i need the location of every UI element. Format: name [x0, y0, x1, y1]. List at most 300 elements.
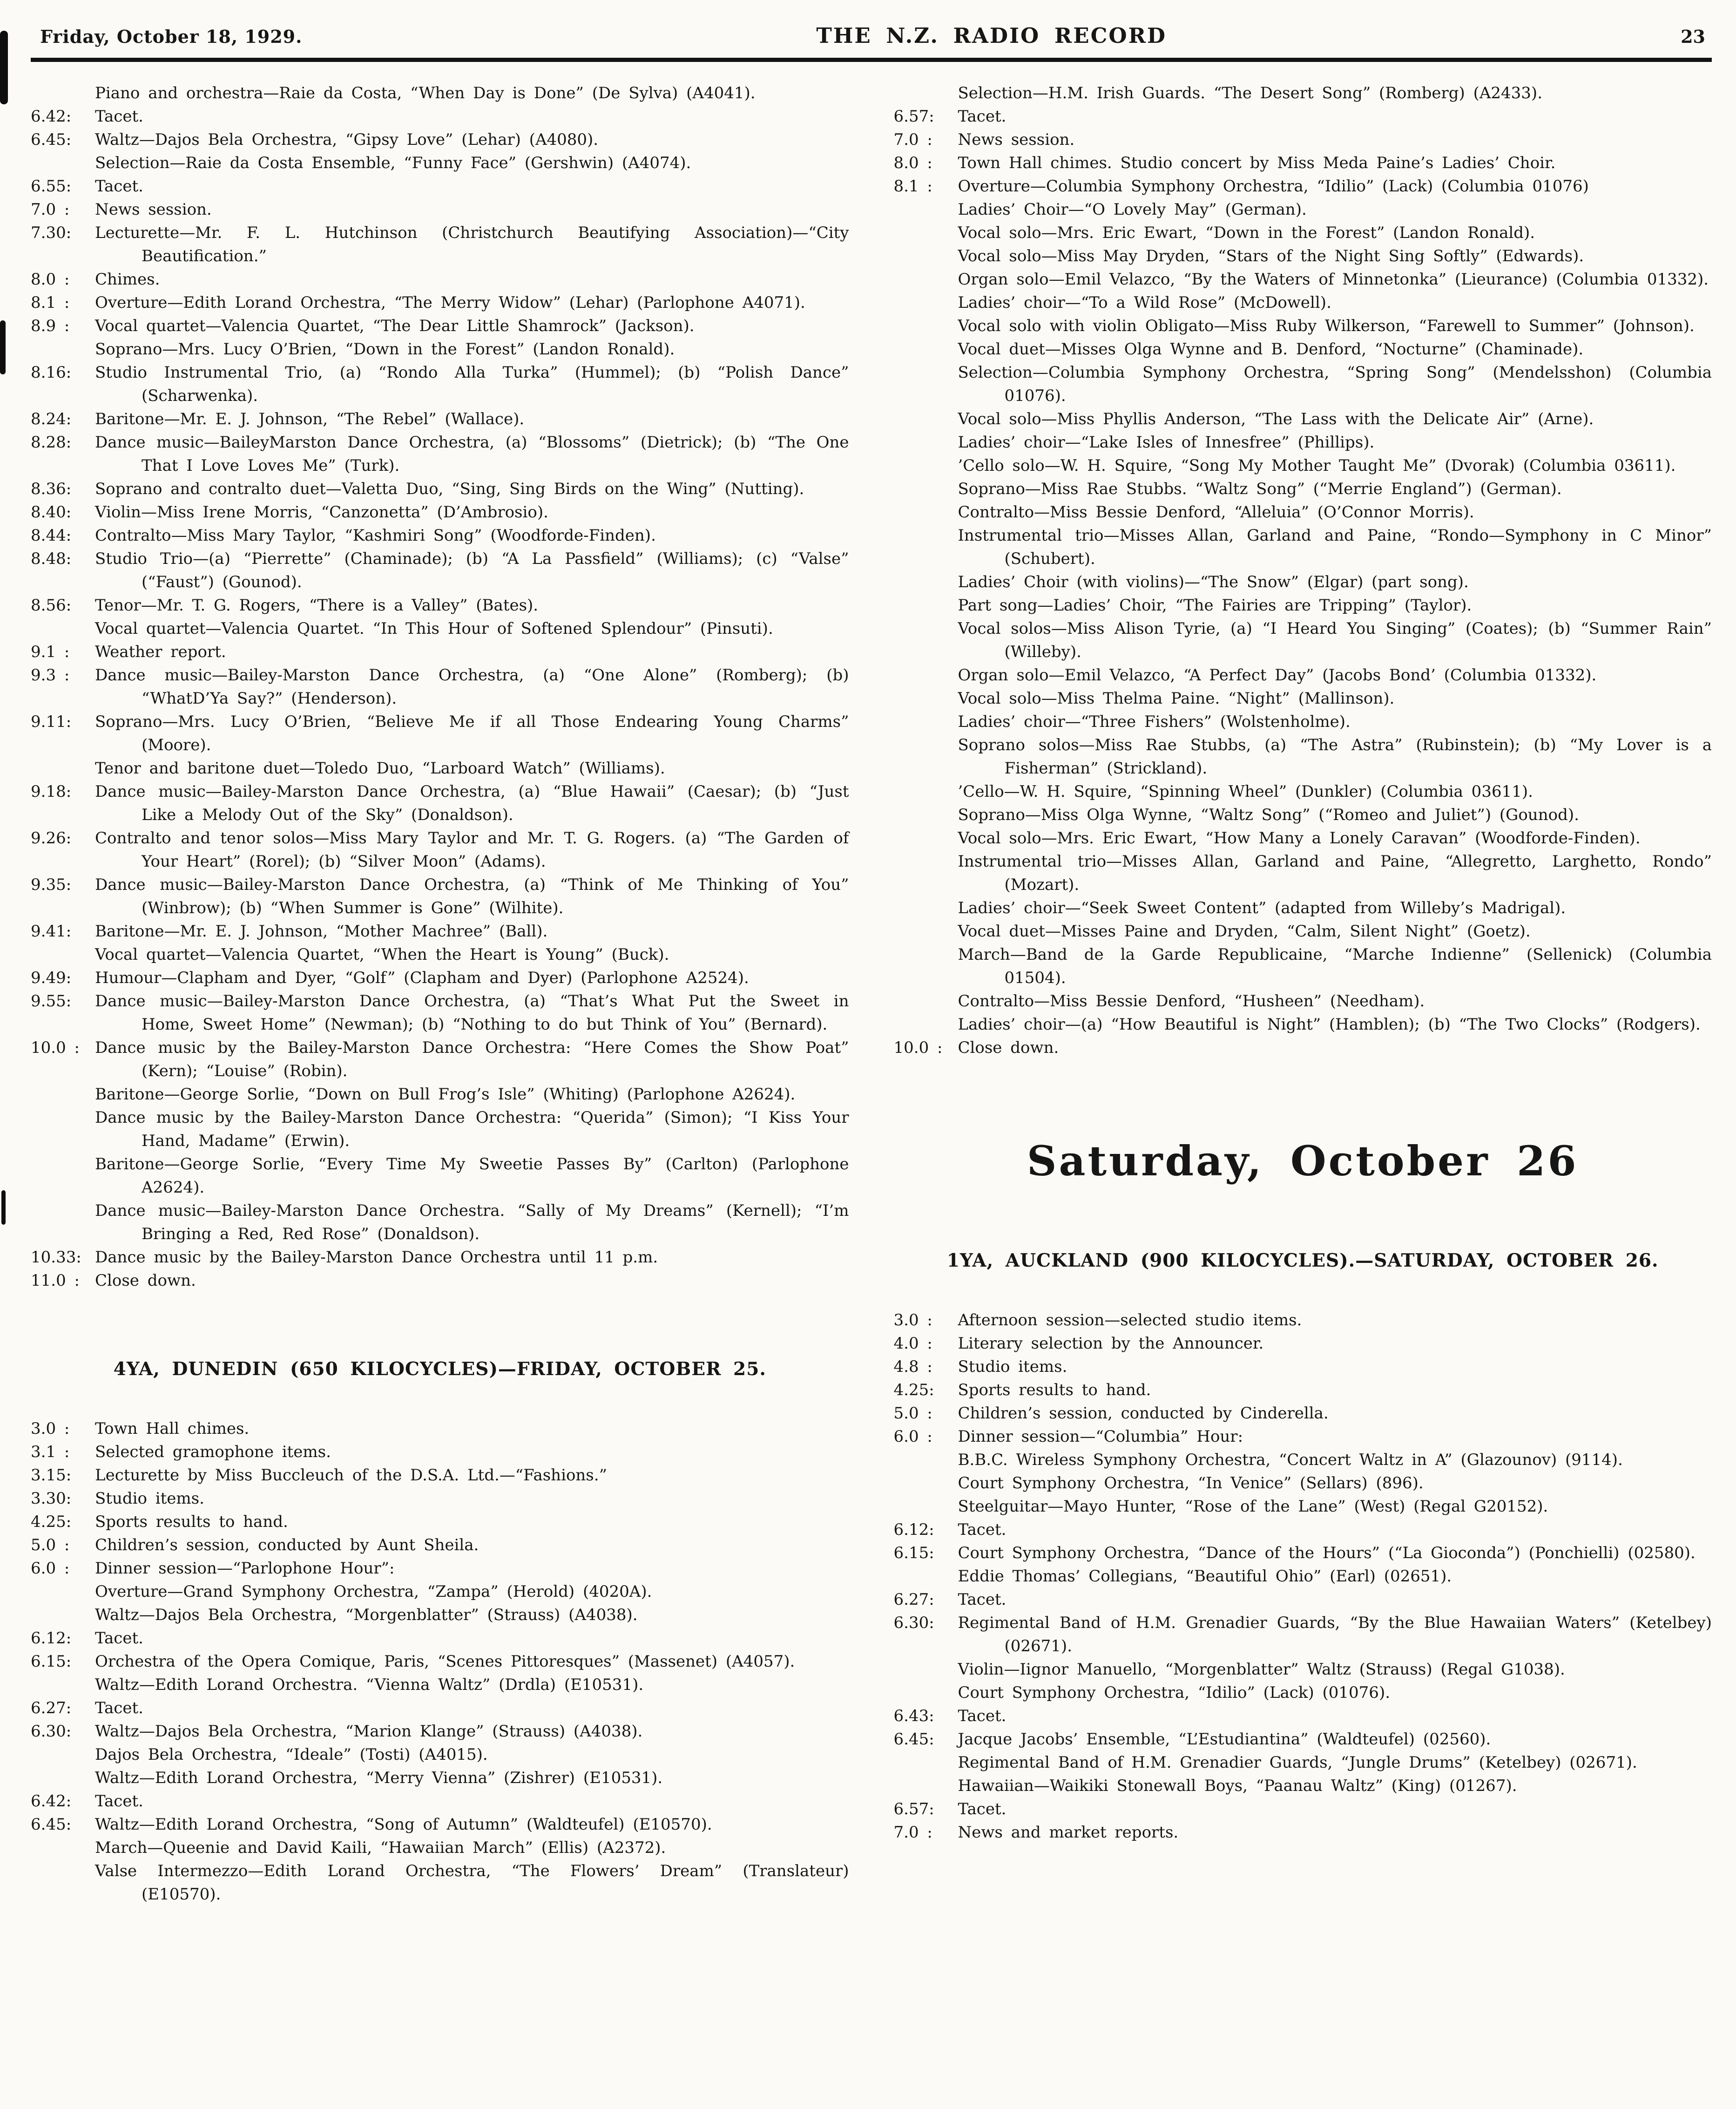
entry-text: Dance music—Bailey-Marston Dance Orchestra, (a) “That’s What Put the Sweet in Home, Sweet Home” (Newman); (b) “Nothing to do but Think of You” (Bernard). [95, 992, 849, 1034]
programme-entry [31, 314, 849, 338]
entry-text: Weather report. [95, 643, 226, 661]
entry-text: B.B.C. Wireless Symphony Orchestra, “Concert Waltz in A” (Glazounov) (9114). [958, 1450, 1623, 1469]
programme-entry [894, 1402, 1712, 1425]
entry-text: Lecturette by Miss Buccleuch of the D.S.A. Ltd.—“Fashions.” [95, 1466, 607, 1485]
entry-text: Ladies’ choir—“Lake Isles of Innesfree” (Phillips). [958, 433, 1375, 452]
entry-text: Dance music—BaileyMarston Dance Orchestra, (a) “Blossoms” (Dietrick); (b) “The One That I Love Loves Me” (Turk). [95, 433, 849, 475]
programme-entry [31, 1836, 849, 1859]
programme-entry [31, 268, 849, 291]
programme-entry [894, 1565, 1712, 1588]
entry-text: Tacet. [958, 1590, 1006, 1609]
entry-time: 10.0 : [893, 1038, 943, 1057]
entry-time: 3.0 : [31, 1419, 70, 1438]
programme-entry [31, 1246, 849, 1269]
programme-entry [31, 1083, 849, 1106]
programme-entry [31, 151, 849, 175]
entry-time: 6.55: [31, 177, 72, 196]
entry-time: 6.0 : [31, 1559, 70, 1578]
page-number: 23 [1681, 26, 1705, 47]
entry-text: Violin—Iignor Manuello, “Morgenblatter” Waltz (Strauss) (Regal G1038). [958, 1660, 1565, 1679]
entry-time: 8.56: [31, 596, 72, 615]
programme-entry [31, 81, 849, 105]
entry-time: 6.15: [893, 1543, 934, 1562]
entry-text: News and market reports. [958, 1823, 1179, 1842]
entry-text: Dinner session—“Parlophone Hour”: [95, 1559, 395, 1578]
entry-text: Waltz—Dajos Bela Orchestra, “Marion Klange” (Strauss) (A4038). [95, 1722, 643, 1741]
entry-text: Town Hall chimes. Studio concert by Miss Meda Paine’s Ladies’ Choir. [958, 154, 1556, 172]
entry-text: Dance music—Bailey-Marston Dance Orchestra. “Sally of My Dreams” (Kernell); “I’m Bringing a Red, Red Rose” (Donaldson). [95, 1201, 849, 1243]
entry-time: 4.25: [893, 1380, 934, 1399]
programme-entry [894, 1681, 1712, 1704]
entry-text: Vocal solo—Mrs. Eric Ewart, “How Many a Lonely Caravan” (Woodforde-Finden). [958, 829, 1641, 848]
entry-text: Baritone—George Sorlie, “Down on Bull Frog’s Isle” (Whiting) (Parlophone A2624). [95, 1085, 796, 1104]
entry-text: Piano and orchestra—Raie da Costa, “When Day is Done” (De Sylva) (A4041). [95, 84, 756, 102]
entry-time: 8.0 : [893, 154, 932, 172]
entry-text: Dance music by the Bailey-Marston Dance Orchestra until 11 p.m. [95, 1248, 658, 1267]
entry-text: Dance music by the Bailey-Marston Dance Orchestra: “Here Comes the Show Poat” (Kern); “Louise” (Robin). [95, 1038, 849, 1080]
entry-time: 3.1 : [31, 1443, 70, 1461]
entry-time: 4.0 : [893, 1334, 932, 1353]
programme-entry [31, 1510, 849, 1533]
entry-text: Court Symphony Orchestra, “In Venice” (Sellars) (896). [958, 1473, 1424, 1492]
entry-text: Valse Intermezzo—Edith Lorand Orchestra, “The Flowers’ Dream” (Translateur) (E10570). [95, 1862, 849, 1904]
entry-time: 6.42: [31, 107, 72, 126]
programme-entry [894, 338, 1712, 361]
entry-text: Vocal solo with violin Obligato—Miss Ruby Wilkerson, “Farewell to Summer” (Johnson). [958, 317, 1695, 335]
entry-time: 4.8 : [893, 1357, 932, 1376]
entry-text: ’Cello—W. H. Squire, “Spinning Wheel” (Dunkler) (Columbia 03611). [958, 782, 1533, 801]
entry-time: 6.42: [31, 1792, 72, 1811]
entry-text: Afternoon session—selected studio items. [958, 1310, 1302, 1329]
programme-entry [31, 291, 849, 314]
entry-time: 9.49: [31, 969, 72, 987]
masthead-rule [31, 58, 1712, 62]
entry-text: Baritone—Mr. E. J. Johnson, “Mother Machree” (Ball). [95, 922, 548, 941]
entry-time: 7.0 : [893, 1823, 932, 1842]
entry-text: Sports results to hand. [958, 1380, 1151, 1399]
entry-time: 6.0 : [893, 1427, 932, 1446]
programme-entry [894, 850, 1712, 896]
programme-entry [31, 1766, 849, 1790]
programme-entry [31, 1673, 849, 1696]
programme-entry [894, 920, 1712, 943]
entry-text: Ladies’ choir—“Three Fishers” (Wolstenholme). [958, 712, 1351, 731]
programme-entry [894, 827, 1712, 850]
programme-entry [894, 1751, 1712, 1774]
entry-text: Soprano solos—Miss Rae Stubbs, (a) “The Astra” (Rubinstein); (b) “My Lover is a Fisherman” (Strickland). [958, 736, 1712, 778]
programme-entry [894, 1704, 1712, 1728]
entry-text: Literary selection by the Announcer. [958, 1334, 1264, 1353]
entry-text: March—Queenie and David Kaili, “Hawaiian March” (Ellis) (A2372). [95, 1838, 666, 1857]
programme-entry [31, 1627, 849, 1650]
entry-text: Town Hall chimes. [95, 1419, 250, 1438]
entry-time: 7.0 : [31, 200, 70, 219]
programme-entry [894, 291, 1712, 314]
entry-time: 8.1 : [31, 293, 70, 312]
entry-text: Waltz—Edith Lorand Orchestra, “Song of Autumn” (Waldteufel) (E10570). [95, 1815, 712, 1834]
entry-text: ’Cello solo—W. H. Squire, “Song My Mother Taught Me” (Dvorak) (Columbia 03611). [958, 456, 1676, 475]
programme-entry [31, 547, 849, 594]
entry-text: Studio items. [958, 1357, 1067, 1376]
entry-text: Soprano—Miss Rae Stubbs. “Waltz Song” (“Merrie England”) (German). [958, 480, 1562, 498]
programme-entry [894, 664, 1712, 687]
programme-entry [31, 990, 849, 1036]
programme-entry [894, 1355, 1712, 1378]
entry-text: Contralto—Miss Mary Taylor, “Kashmiri Song” (Woodforde-Finden). [95, 526, 656, 545]
programme-entry [894, 570, 1712, 594]
entry-time: 6.57: [893, 107, 934, 126]
programme-entry [894, 1309, 1712, 1332]
programme-entry [31, 431, 849, 477]
entry-text: Organ solo—Emil Velazco, “A Perfect Day” (Jacobs Bond’ (Columbia 01332). [958, 666, 1597, 685]
entry-time: 8.40: [31, 503, 72, 522]
left-column [31, 81, 849, 1906]
programme-entry [31, 1153, 849, 1199]
entry-time: 3.15: [31, 1466, 72, 1485]
entry-text: Ladies’ Choir—“O Lovely May” (German). [958, 200, 1307, 219]
programme-entry [894, 1425, 1712, 1448]
entry-text: Ladies’ Choir (with violins)—“The Snow” (Elgar) (part song). [958, 573, 1469, 591]
entry-text: Jacque Jacobs’ Ensemble, “L’Estudiantina” (Waldteufel) (02560). [958, 1729, 1491, 1749]
entry-time: 8.28: [31, 433, 72, 452]
programme-entry [894, 1013, 1712, 1036]
programme-entry [31, 1269, 849, 1292]
entry-time: 6.43: [893, 1706, 934, 1725]
programme-entry [31, 1199, 849, 1246]
programme-entry [31, 1440, 849, 1464]
entry-text: Violin—Miss Irene Morris, “Canzonetta” (D’Ambrosio). [95, 503, 548, 522]
programme-entry [894, 1658, 1712, 1681]
programme-entry [894, 198, 1712, 221]
programme-entry [894, 896, 1712, 920]
entry-time: 6.12: [31, 1629, 72, 1648]
programme-entry [894, 1611, 1712, 1658]
entry-time: 8.9 : [31, 317, 70, 335]
entry-text: Studio Instrumental Trio, (a) “Rondo Alla Turka” (Hummel); (b) “Polish Dance” (Scharwenka). [95, 363, 849, 405]
entry-text: Vocal solos—Miss Alison Tyrie, (a) “I Heard You Singing” (Coates); (b) “Summer Rain” (Willeby). [958, 619, 1712, 661]
entry-time: 8.36: [31, 480, 72, 498]
entry-time: 10.0 : [31, 1038, 80, 1057]
entry-text: Ladies’ choir—“Seek Sweet Content” (adapted from Willeby’s Madrigal). [958, 899, 1566, 917]
entry-text: News session. [958, 130, 1075, 149]
entry-text: Organ solo—Emil Velazco, “By the Waters of Minnetonka” (Lieurance) (Columbia 01332). [958, 270, 1709, 289]
programme-entry [894, 1541, 1712, 1565]
programme-entry [31, 477, 849, 501]
entry-time: 3.30: [31, 1489, 72, 1508]
programme-entry [31, 1417, 849, 1440]
entry-time: 8.24: [31, 410, 72, 428]
programme-entry [894, 1332, 1712, 1355]
station-heading-4ya-dunedin: 4YA, DUNEDIN (650 KILOCYCLES)—FRIDAY, OCTOBER 25. [113, 1358, 766, 1380]
entry-text: Steelguitar—Mayo Hunter, “Rose of the Lane” (West) (Regal G20152). [958, 1497, 1548, 1516]
day-heading-saturday: Saturday, October 26 [1027, 1137, 1579, 1185]
entry-text: Selected gramophone items. [95, 1443, 331, 1461]
programme-entry [31, 1790, 849, 1813]
entry-text: Selection—Raie da Costa Ensemble, “Funny Face” (Gershwin) (A4074). [95, 154, 691, 172]
programme-entry [894, 803, 1712, 827]
entry-time: 6.30: [893, 1613, 934, 1632]
programme-entry [31, 594, 849, 617]
entry-text: Orchestra of the Opera Comique, Paris, “Scenes Pittoresques” (Massenet) (A4057). [95, 1652, 795, 1671]
programme-entry [894, 594, 1712, 617]
entry-text: Court Symphony Orchestra, “Idilio” (Lack) (01076). [958, 1683, 1391, 1702]
programme-entry [31, 1487, 849, 1510]
entry-text: Soprano—Mrs. Lucy O’Brien, “Believe Me if all Those Endearing Young Charms” (Moore). [95, 712, 849, 754]
programme-entry [31, 1106, 849, 1153]
programme-entry [894, 1797, 1712, 1821]
entry-text: Eddie Thomas’ Collegians, “Beautiful Ohio” (Earl) (02651). [958, 1566, 1452, 1586]
programme-entry [894, 1378, 1712, 1402]
programme-entry [31, 1580, 849, 1603]
entry-time: 6.27: [31, 1699, 72, 1717]
programme-entry [894, 1472, 1712, 1495]
programme-entry [894, 524, 1712, 570]
programme-entry [894, 617, 1712, 664]
entry-text: Sports results to hand. [95, 1512, 288, 1531]
programme-entry [31, 1859, 849, 1906]
entry-time: 11.0 : [31, 1271, 80, 1290]
entry-time: 9.26: [31, 829, 72, 848]
entry-text: Overture—Columbia Symphony Orchestra, “Idilio” (Lack) (Columbia 01076) [958, 177, 1589, 196]
entry-text: Tacet. [958, 1520, 1006, 1539]
entry-time: 8.0 : [31, 270, 70, 289]
programme-entry [31, 943, 849, 966]
programme-entry [31, 1533, 849, 1557]
programme-entry [894, 780, 1712, 803]
programme-entry [31, 1557, 849, 1580]
entry-time: 9.3 : [31, 666, 70, 685]
programme-list-friday-continuation [31, 81, 849, 1292]
programme-list-4ya-dunedin [31, 1417, 849, 1906]
entry-text: Waltz—Dajos Bela Orchestra, “Morgenblatter” (Strauss) (A4038). [95, 1606, 638, 1624]
entry-text: Baritone—Mr. E. J. Johnson, “The Rebel” (Wallace). [95, 410, 525, 428]
programme-entry [31, 966, 849, 990]
entry-text: Dinner session—“Columbia” Hour: [958, 1427, 1243, 1446]
programme-entry [894, 105, 1712, 128]
entry-text: Vocal duet—Misses Paine and Dryden, “Calm, Silent Night” (Goetz). [958, 922, 1531, 941]
entry-time: 8.48: [31, 549, 72, 568]
programme-entry [894, 710, 1712, 733]
programme-entry [31, 1696, 849, 1720]
programme-list-1ya-auckland [894, 1309, 1712, 1844]
programme-entry [31, 128, 849, 151]
entry-time: 7.0 : [893, 130, 932, 149]
entry-text: Chimes. [95, 270, 160, 289]
entry-time: 6.45: [31, 1815, 72, 1834]
programme-entry [894, 1728, 1712, 1751]
entry-text: Hawaiian—Waikiki Stonewall Boys, “Paanau Waltz” (King) (01267). [958, 1776, 1517, 1795]
entry-text: Instrumental trio—Misses Allan, Garland and Paine, “Allegretto, Larghetto, Rondo” (Mozart). [958, 852, 1712, 894]
programme-entry [894, 314, 1712, 338]
entry-text: Contralto—Miss Bessie Denford, “Alleluia” (O’Connor Morris). [958, 503, 1474, 522]
programme-entry [31, 1464, 849, 1487]
programme-entry [894, 1588, 1712, 1611]
programme-entry [31, 407, 849, 431]
entry-time: 6.15: [31, 1652, 72, 1671]
programme-entry [894, 268, 1712, 291]
entry-time: 9.41: [31, 922, 72, 941]
entry-time: 10.33: [31, 1248, 81, 1267]
programme-entry [894, 1448, 1712, 1472]
programme-entry [894, 501, 1712, 524]
programme-entry [31, 827, 849, 873]
entry-text: Regimental Band of H.M. Grenadier Guards, “By the Blue Hawaiian Waters” (Ketelbey) (02671). [958, 1613, 1712, 1655]
entry-time: 6.45: [31, 130, 72, 149]
entry-text: Soprano—Mrs. Lucy O’Brien, “Down in the Forest” (Landon Ronald). [95, 340, 675, 359]
entry-text: Tacet. [95, 107, 143, 126]
entry-text: Vocal quartet—Valencia Quartet. “In This Hour of Softened Splendour” (Pinsuti). [95, 619, 773, 638]
entry-text: Tenor and baritone duet—Toledo Duo, “Larboard Watch” (Williams). [95, 759, 665, 778]
entry-time: 9.55: [31, 992, 72, 1010]
entry-text: March—Band de la Garde Republicaine, “Marche Indienne” (Sellenick) (Columbia 01504). [958, 945, 1712, 987]
programme-entry [894, 477, 1712, 501]
programme-entry [31, 873, 849, 920]
scan-artifact [0, 320, 6, 374]
entry-text: Soprano—Miss Olga Wynne, “Waltz Song” (“Romeo and Juliet”) (Gounod). [958, 806, 1579, 824]
entry-time: 9.35: [31, 875, 72, 894]
programme-entry [31, 105, 849, 128]
entry-text: Dance music—Bailey-Marston Dance Orchestra, (a) “Think of Me Thinking of You” (Winbrow); (b) “When Summer is Gone” (Wilhite). [95, 875, 849, 917]
entry-text: Vocal duet—Misses Olga Wynne and B. Denford, “Nocturne” (Chaminade). [958, 340, 1584, 359]
programme-entry [894, 1495, 1712, 1518]
programme-entry [894, 431, 1712, 454]
entry-text: Dance music—Bailey-Marston Dance Orchestra, (a) “One Alone” (Romberg); (b) “WhatD’Ya Say?” (Henderson). [95, 666, 849, 708]
programme-entry [31, 1743, 849, 1766]
entry-text: Waltz—Edith Lorand Orchestra, “Merry Vienna” (Zishrer) (E10531). [95, 1769, 663, 1787]
entry-text: Vocal solo—Mrs. Eric Ewart, “Down in the Forest” (Landon Ronald). [958, 224, 1535, 242]
masthead [31, 8, 1712, 58]
entry-time: 6.45: [893, 1729, 934, 1749]
station-heading-1ya-auckland: 1YA, AUCKLAND (900 KILOCYCLES).—SATURDAY, OCTOBER 26. [946, 1249, 1659, 1271]
programme-entry [31, 640, 849, 664]
programme-entry [31, 710, 849, 757]
programme-entry [894, 128, 1712, 151]
entry-time: 8.44: [31, 526, 72, 545]
entry-text: Vocal solo—Miss Phyllis Anderson, “The Lass with the Delicate Air” (Arne). [958, 410, 1594, 428]
programme-entry [31, 501, 849, 524]
programme-entry [31, 1036, 849, 1083]
programme-entry [894, 151, 1712, 175]
entry-time: 8.16: [31, 363, 72, 382]
entry-text: News session. [95, 200, 212, 219]
programme-entry [894, 1821, 1712, 1844]
programme-entry [31, 1650, 849, 1673]
programme-entry [31, 175, 849, 198]
entry-text: Regimental Band of H.M. Grenadier Guards, “Jungle Drums” (Ketelbey) (02671). [958, 1753, 1637, 1772]
publication-title: THE N.Z. RADIO RECORD [816, 23, 1167, 48]
entry-time: 9.11: [31, 712, 72, 731]
entry-text: Dance music by the Bailey-Marston Dance Orchestra: “Querida” (Simon); “I Kiss Your Hand, Madame” (Erwin). [95, 1108, 849, 1150]
programme-entry [31, 361, 849, 407]
entry-text: Contralto—Miss Bessie Denford, “Husheen” (Needham). [958, 992, 1425, 1010]
entry-text: Waltz—Dajos Bela Orchestra, “Gipsy Love” (Lehar) (A4080). [95, 130, 599, 149]
programme-entry [894, 361, 1712, 407]
entry-text: Tacet. [95, 1629, 143, 1648]
entry-text: Tacet. [95, 1699, 143, 1717]
programme-entry [894, 81, 1712, 105]
entry-time: 3.0 : [893, 1310, 932, 1329]
programme-entry [894, 687, 1712, 710]
entry-time: 9.1 : [31, 643, 70, 661]
programme-entry [31, 1603, 849, 1627]
entry-text: Soprano and contralto duet—Valetta Duo, “Sing, Sing Birds on the Wing” (Nutting). [95, 480, 804, 498]
entry-text: Contralto and tenor solos—Miss Mary Taylor and Mr. T. G. Rogers. (a) “The Garden of Your Heart” (Rorel); (b) “Silver Moon” (Adams). [95, 829, 849, 871]
entry-time: 6.30: [31, 1722, 72, 1741]
entry-time: 7.30: [31, 224, 72, 242]
entry-text: Court Symphony Orchestra, “Dance of the Hours” (“La Gioconda”) (Ponchielli) (02580). [958, 1543, 1695, 1562]
entry-text: Tacet. [95, 1792, 143, 1811]
programme-entry [894, 1036, 1712, 1059]
entry-text: Ladies’ choir—(a) “How Beautiful is Night” (Hamblen); (b) “The Two Clocks” (Rodgers). [958, 1015, 1701, 1034]
entry-time: 9.18: [31, 782, 72, 801]
programme-entry [31, 524, 849, 547]
scan-artifact [0, 31, 8, 104]
entry-text: Part song—Ladies’ Choir, “The Fairies are Tripping” (Taylor). [958, 596, 1472, 615]
entry-text: Baritone—George Sorlie, “Every Time My Sweetie Passes By” (Carlton) (Parlophone A2624). [95, 1155, 849, 1197]
entry-text: Dajos Bela Orchestra, “Ideale” (Tosti) (A4015). [95, 1745, 488, 1764]
programme-entry [894, 244, 1712, 268]
entry-text: Close down. [95, 1271, 196, 1290]
entry-text: Selection—H.M. Irish Guards. “The Desert Song” (Romberg) (A2433). [958, 84, 1543, 102]
entry-text: Waltz—Edith Lorand Orchestra. “Vienna Waltz” (Drdla) (E10531). [95, 1675, 644, 1694]
entry-text: Overture—Grand Symphony Orchestra, “Zampa” (Herold) (4020A). [95, 1582, 652, 1601]
entry-text: Humour—Clapham and Dyer, “Golf” (Clapham and Dyer) (Parlophone A2524). [95, 969, 749, 987]
programme-entry [894, 454, 1712, 477]
entry-text: Lecturette—Mr. F. L. Hutchinson (Christchurch Beautifying Association)—“City Beautification.” [95, 224, 849, 265]
programme-list-2ya-continuation [894, 81, 1712, 1059]
programme-entry [894, 175, 1712, 198]
entry-text: Dance music—Bailey-Marston Dance Orchestra, (a) “Blue Hawaii” (Caesar); (b) “Just Like a Melody Out of the Sky” (Donaldson). [95, 782, 849, 824]
programme-entry [894, 943, 1712, 990]
programme-entry [31, 617, 849, 640]
entry-text: Close down. [958, 1038, 1059, 1057]
entry-time: 6.27: [893, 1590, 934, 1609]
entry-text: Vocal solo—Miss May Dryden, “Stars of the Night Sing Softly” (Edwards). [958, 247, 1584, 265]
entry-text: Children’s session, conducted by Aunt Sheila. [95, 1536, 479, 1554]
entry-text: Studio items. [95, 1489, 204, 1508]
entry-time: 5.0 : [31, 1536, 70, 1554]
entry-text: Instrumental trio—Misses Allan, Garland and Paine, “Rondo—Symphony in C Minor” (Schubert). [958, 526, 1712, 568]
programme-entry [894, 1774, 1712, 1797]
entry-text: Selection—Columbia Symphony Orchestra, “Spring Song” (Mendelsshon) (Columbia 01076). [958, 363, 1712, 405]
columns [31, 81, 1712, 1906]
programme-entry [31, 338, 849, 361]
entry-text: Overture—Edith Lorand Orchestra, “The Merry Widow” (Lehar) (Parlophone A4071). [95, 293, 805, 312]
entry-text: Children’s session, conducted by Cinderella. [958, 1404, 1329, 1423]
programme-entry [31, 757, 849, 780]
programme-entry [894, 407, 1712, 431]
programme-entry [894, 221, 1712, 244]
programme-entry [31, 920, 849, 943]
entry-text: Tacet. [958, 1706, 1006, 1725]
right-column [894, 81, 1712, 1906]
entry-text: Tenor—Mr. T. G. Rogers, “There is a Valley” (Bates). [95, 596, 539, 615]
programme-entry [31, 198, 849, 221]
entry-text: Ladies’ choir—“To a Wild Rose” (McDowell). [958, 293, 1331, 312]
entry-text: Vocal quartet—Valencia Quartet, “The Dear Little Shamrock” (Jackson). [95, 317, 695, 335]
entry-time: 8.1 : [893, 177, 932, 196]
entry-time: 6.12: [893, 1520, 934, 1539]
programme-entry [31, 1813, 849, 1836]
entry-time: 6.57: [893, 1799, 934, 1818]
entry-text: Tacet. [958, 107, 1006, 126]
programme-entry [894, 990, 1712, 1013]
programme-entry [31, 221, 849, 268]
programme-entry [31, 1720, 849, 1743]
entry-text: Tacet. [958, 1799, 1006, 1818]
programme-entry [31, 664, 849, 710]
programme-entry [31, 780, 849, 827]
